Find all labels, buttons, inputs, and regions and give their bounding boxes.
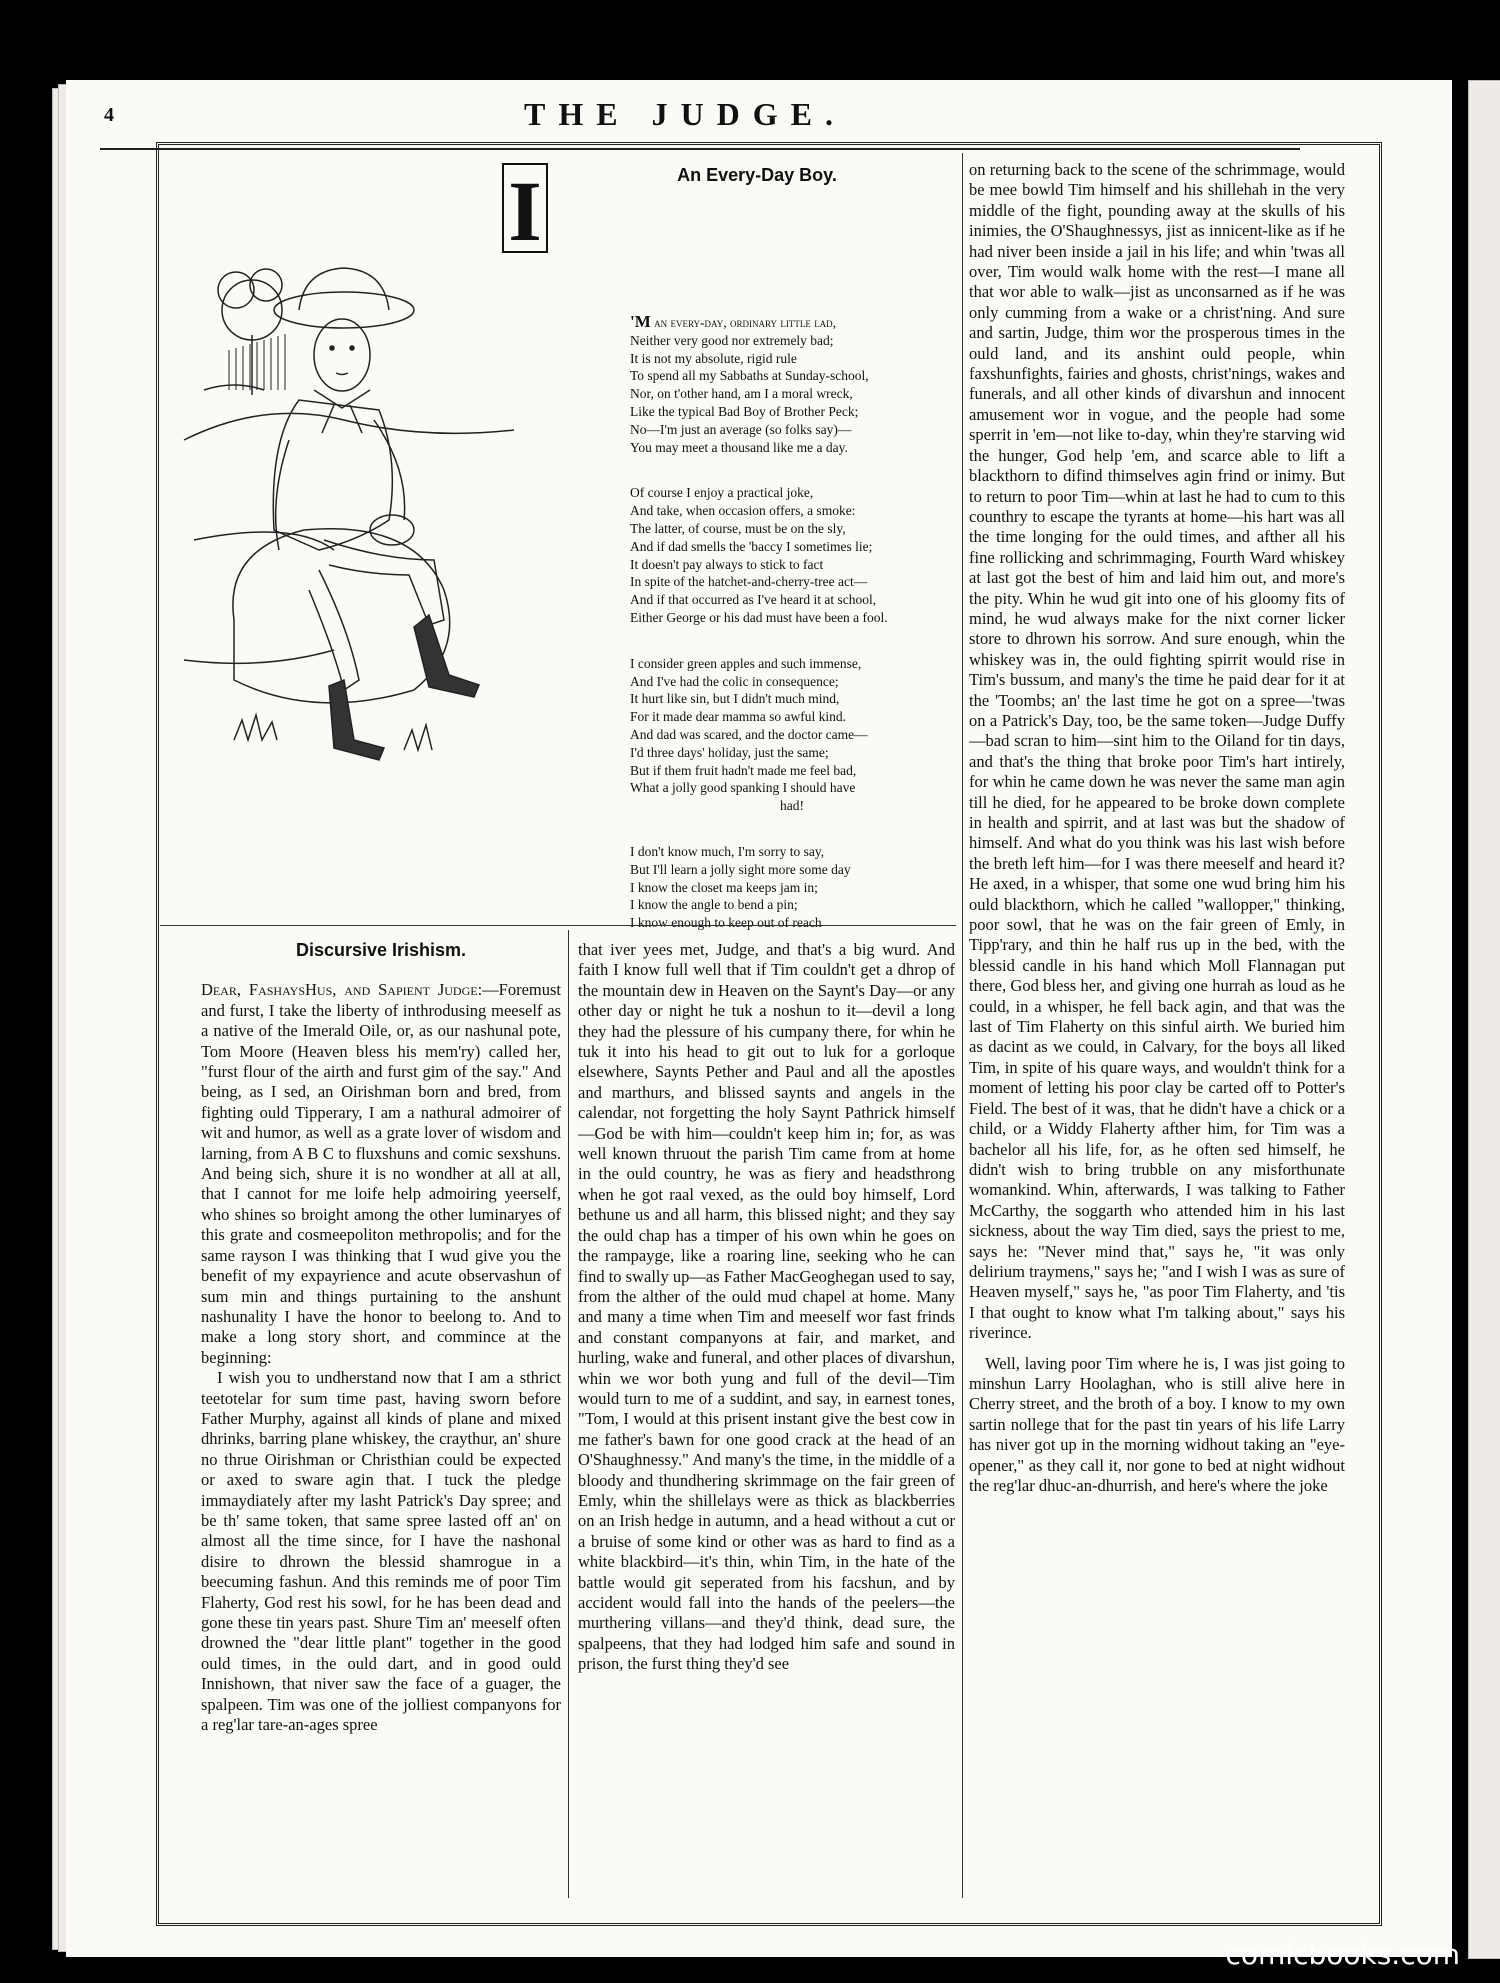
poem-line: It hurt like sin, but I didn't much mind, xyxy=(630,691,840,707)
poem-stanza xyxy=(630,655,950,815)
article-paragraph: Well, laving poor Tim where he is, I was jist going to minshun Larry Hoolaghan, who is still alive here in Cherry street, and the broth of a boy. I know to my own sartin nollege that for the past tin years of his life Larry has niver got up in the morning widhout taking an "eye-opener," as they call it, nor gone to bed at night widhout the reg'lar dhuc-an-dhurrish, and here's where the joke xyxy=(969,1353,1345,1495)
facing-page-edge xyxy=(1468,80,1500,1959)
column-rule xyxy=(962,153,963,1898)
poem-line: The latter, of course, must be on the sly, xyxy=(630,520,846,536)
article-column-2 xyxy=(578,940,955,1898)
poem-line: And if that occurred as I've heard it at school, xyxy=(630,592,877,608)
poem-body xyxy=(630,313,950,933)
article-title: Discursive Irishism. xyxy=(295,940,467,960)
article-paragraph: on returning back to the scene of the schrimmage, would be mee bowld Tim himself and his shillehah in the very middle of the fight, pounding away at the skulls of his inimies, the O'Shaughnessys, jist as innicent-like as if he had niver been inside a jail in his life; and whin 'twas all over, Tim would walk home with the rest—I mane all that wor able to walk—jist as unconsarned as if he was only cumming from a wake or a christ'ning. And sure and sartin, Judge, thim wor the prosperous times in the ould land, and its anshint ould people, whin faxshunfights, fairies and ghosts, christ'nings, wakes and funerals, and all other kinds of divarshun and innocent amusement wor in vogue, and the people had some sperrit in 'em—not like to-day, whin they're starving wid the hunger, God help 'em, and scarce able to lift a blackthorn to difind thimselves agin frind or inimy. But to return to poor Tim—whin at last he had to cum to this counthry to escape the tyrants at home—his hart was all the time longing for the ould times, and afther all his fine rollicking and schrimmaging, Fourth Ward whiskey at last got the best of him and laid him out, and more's the pity. Whin he wud git into one of his gloomy fits of mind, he wud always make for the nixt corner licker store to dhrown his sorrow. And sure enough, whin the whiskey was in, the ould fighting spirrit would rise in Tim's bussum, and many's the time he paid dear for it at the 'Toombs; an' the last time he got on a spree—'twas on a Patrick's Day, too, be the same token—Judge Duffy—bad scran to him—sint him to the Oiland for tin days, and that's the thing that broke poor Tim's hart intirely, for whin he came down he was never the same man agin till he died, for he appeared to be broke down complete in health and spirrit, and at last was but the shadow of himself. And what do you think was his last wish before the breth left him—for I was there meeself and heard it? He axed, in a whisper, that some one wud bring him his ould blackthorn, which he called "wallopper," thinking, poor sowl, that he was on the fair green of Emly, in Tipp'rary, and thin he half rus up in the bed, with the blessid candle in his hand which Moll Flannagan put there, God bless her, and giving one hurrah as loud as he could, in a whisper, he fell back agin, and that was the last of Tim Flaherty on this sinful airth. We buried him as dacint as we could, in Calvary, for the boys all liked Tim, in spite of his quare ways, and wouldn't think for a moment of letting his poor clay be carted off to Potter's Field. The best of it was, that he didn't have a chick or a child, or a Widdy Flaherty afther him, for Tim was a bachelor all his life, for, as he often sed himself, he didn't wish to bring trubble on any misforthunate womankind. Whin, afterwards, I was talking to Father McCarthy, the soggarth who attended him in his last sickness, about the way Tim died, says the priest to me, says he: "Never mind that," says he, "it was only delirium traymens," says he; "and I wish I was as sure of Heaven myself," says he, "as poor Tim Flaherty, and 'tis I that ought to know what I'm talking about," says his riverince. xyxy=(969,160,1345,1343)
poem-line: I don't know much, I'm sorry to say, xyxy=(630,843,825,859)
poem-line: Either George or his dad must have been a fool. xyxy=(630,609,888,625)
poem-line: I know the closet ma keeps jam in; xyxy=(630,879,818,895)
boy-illustration xyxy=(174,240,524,800)
poem-line: To spend all my Sabbaths at Sunday-school, xyxy=(630,368,869,384)
poem-line: In spite of the hatchet-and-cherry-tree act— xyxy=(630,574,868,590)
poem-line: Neither very good nor extremely bad; xyxy=(630,332,834,348)
poem-line: I consider green apples and such immense, xyxy=(630,655,862,671)
poem-line: And dad was scared, and the doctor came— xyxy=(630,726,868,742)
article-column-3 xyxy=(969,160,1345,1898)
poem-line: No—I'm just an average (so folks say)— xyxy=(630,421,852,437)
poem-line xyxy=(630,932,950,933)
poem-line: Nor, on t'other hand, am I a moral wreck, xyxy=(630,386,853,402)
page-number: 4 xyxy=(104,104,114,126)
poem-line: Of course I enjoy a practical joke, xyxy=(630,485,814,501)
column-rule xyxy=(568,930,569,1898)
drop-cap xyxy=(501,162,549,254)
poem-line: What a jolly good spanking I should have xyxy=(630,780,856,796)
article-paragraph: I wish you to undherstand now that I am a sthrict teetotelar for sum time past, having sworn before Father Murphy, against all kinds of plane and mixed dhrinks, barring plane whiskey, the craythur, an' shure no thrue Oirishman or Christhian could be expected or axed to sware agin that. I tuck the pledge immaydiately after my lasht Patrick's Day spree; and be th' same token, that same spree lasted off an' on almost all the time since, for I have the nashonal disire to dhrown the blessid shamrogue in a beecuming fashun. And this reminds me of poor Tim Flaherty, God rest his sowl, for he has been dead and gone these tin years past. Shure Tim an' meeself often drowned the "dear little plant" together in the good ould times, in the ould dart, and in good ould Innishown, that niver saw the face of a guager, the spalpeen. Tim was one of the jolliest companyons for a reg'lar tare-an-ages spree xyxy=(201,1368,561,1735)
poem-stanza xyxy=(630,484,950,626)
poem-line: But I'll learn a jolly sight more some day xyxy=(630,861,851,877)
article-column-1 xyxy=(201,940,561,1898)
article-salutation: Dear, FashaysHus, and Sapient Judge: xyxy=(201,980,483,1000)
poem-line: You may meet a thousand like me a day. xyxy=(630,439,848,455)
poem-line: I'd three days' holiday, just the same; xyxy=(630,744,829,760)
poem-line: I know the angle to bend a pin; xyxy=(630,897,798,913)
poem-stanza xyxy=(630,843,950,933)
masthead-title: THE JUDGE. xyxy=(523,96,847,132)
poem-first-word: 'M xyxy=(630,313,651,331)
poem-line: And I've had the colic in consequence; xyxy=(630,673,839,689)
drop-cap-letter: I xyxy=(508,163,542,254)
section-rule xyxy=(160,925,956,926)
poem-first-line: an every-day, ordinary little lad, xyxy=(654,315,837,330)
poem-line: had! xyxy=(780,798,804,814)
poem-line: For it made dear mamma so awful kind. xyxy=(630,709,846,725)
poem-line: And if dad smells the 'baccy I sometimes lie; xyxy=(630,538,873,554)
poem-line: But if them fruit hadn't made me feel bad, xyxy=(630,762,857,778)
poem-line: It is not my absolute, rigid rule xyxy=(630,350,797,366)
poem-stanza xyxy=(630,313,950,456)
article-paragraph: —Foremust and furst, I take the liberty of inthrodusing meeself as a native of the Imerald Oile, or, as our nashunal pote, Tom Moore (Heaven bless his mem'ry) called her, "furst flour of the airth and furst gim of the say." And being, as I sed, an Oirishman born and bred, from fighting ould Tipperary, I am a nathural admoirer of wit and humor, as well as a grate lover of wisdom and larning, from A B C to fluxshuns and comic sexshuns. And being sich, shure it is no wondher at all at all, that I cannot for me loife help admoiring yeerself, who shines so broight among the other luminaryes of this grate and cosmeepoliton methropolis; and for the same rayson I was thinking that I wud give you the benefit of my expayrience and acute observashun of sum min and things purtaining to the anshunt nashunality I have the honor to beelong to. And to make a long story short, and commince at the beginning: xyxy=(201,980,561,1367)
poem-title: An Every-Day Boy. xyxy=(677,165,837,185)
masthead-rule xyxy=(100,148,1300,150)
watermark: comicbooks.com xyxy=(1225,1938,1460,1971)
poem-line: Like the typical Bad Boy of Brother Peck; xyxy=(630,403,859,419)
poem-line: I know enough to keep out of reach xyxy=(630,915,822,931)
poem-line: And take, when occasion offers, a smoke: xyxy=(630,503,856,519)
article-paragraph: that iver yees met, Judge, and that's a big wurd. And faith I know full well that if Tim couldn't get a dhrop of the mountain dew in Heaven on the Saynt's Day—or any other day or night he tuk a noshun to it—devil a long they had the plessure of his cumpany there, for whin he tuk it into his head to git out to luk for a gorloque elsewhere, Saynts Pether and Paul and all the apostles and marthurs, and blissed saynts and angels in the calendar, not forgetting the holy Saynt Pathrick himself—God be with him—couldn't keep him in; for, as was well known thruout the parish Tim came from at home in the ould country, he was as fiery and headsthrong when he got raal vexed, as the ould boy himself, Lord bethune us and all harm, this blissed night; and they say the ould chap has a timper of his own whin he goes on the rampayge, like a roaring line, seeking who he can find to swally up—as Father MacGeoghegan used to say, from the alther of the ould mud chapel at home. Many and many a time when Tim and meeself wor fast frinds and constant companyons at fair, and market, and hurling, wake and funeral, and other places of divarshun, whin we wor both yung and full of the devil—Tim would turn to me of a suddint, and say, in earnest tones, "Tom, I would at this prisent instant give the best cow in me father's bawn for one good crack at the head of an O'Shaughnessy." And many's the time, in the middle of a bloody and thundhering skrimmage on the fair green of Emly, whin the shillelays were as thick as blackberries on an Irish hedge in autumn, and a head without a cut or a bruise of some kind or other was as hard to find as a white blackbird—it's thin, whin Tim, in the hate of the battle would git seperated from his facshun, and by accident would fall into the hands of the peelers—the murthering villans—and they'd think, dead sure, the spalpeens, that they had lodged him safe and sound in prison, the furst thing they'd see xyxy=(578,940,955,1674)
poem-line: It doesn't pay always to stick to fact xyxy=(630,556,824,572)
